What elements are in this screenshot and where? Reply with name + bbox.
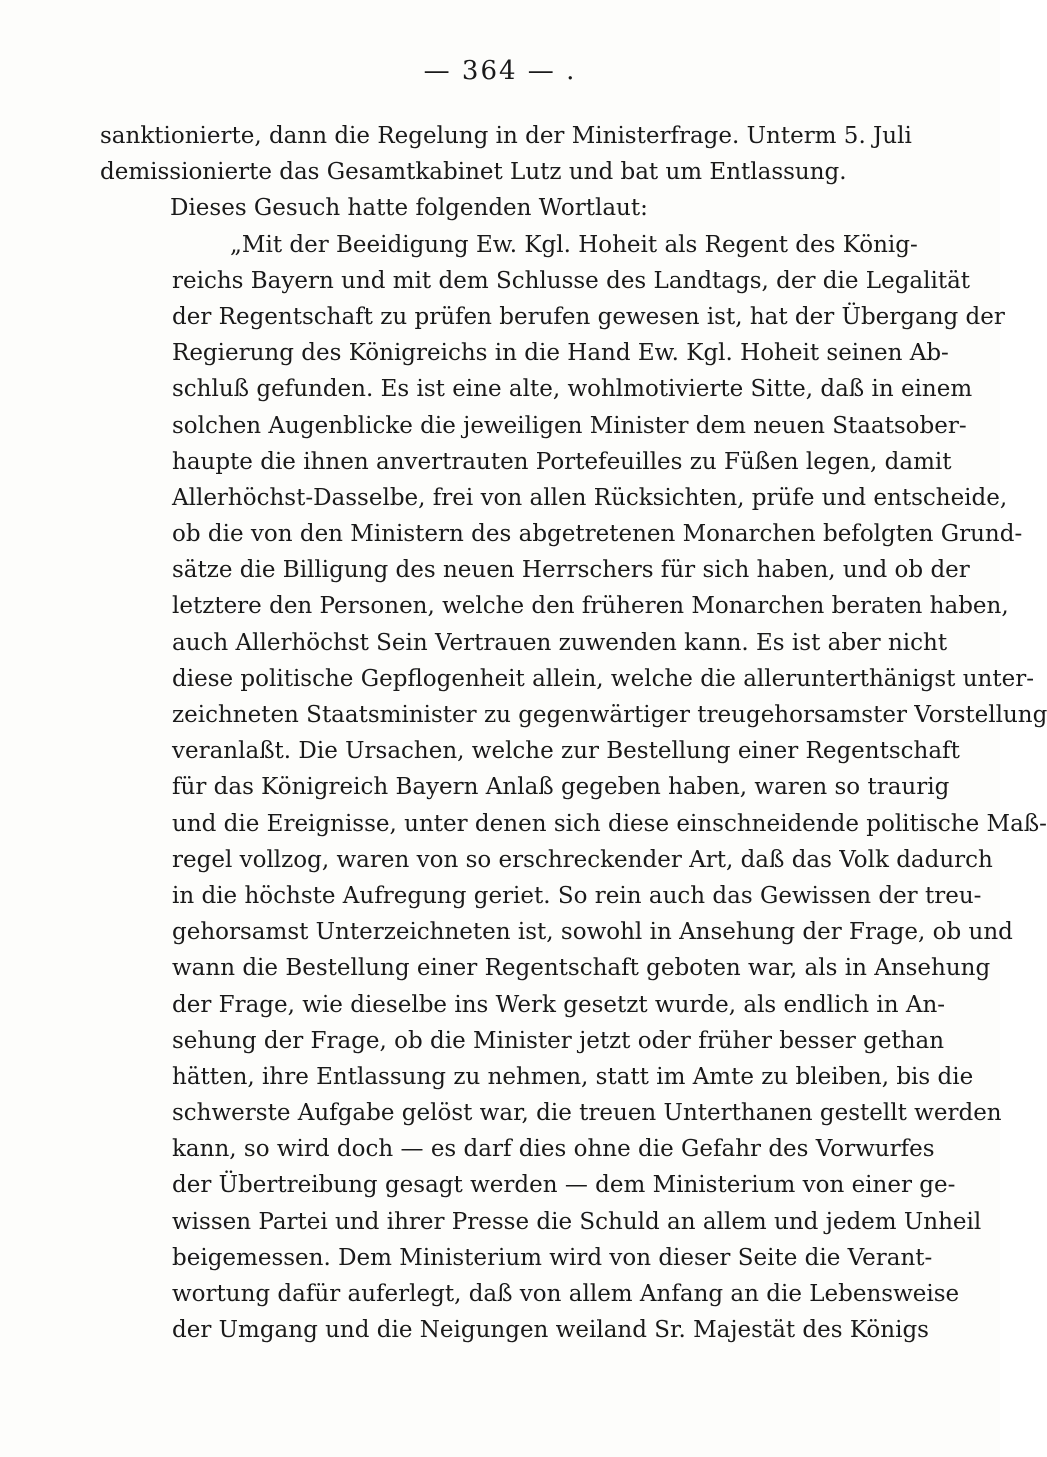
text-line: reichs Bayern und mit dem Schlusse des Landtags, der die Legalität	[172, 267, 971, 294]
text-line: Regierung des Königreichs in die Hand Ew. Kgl. Hoheit seinen Ab-	[172, 340, 949, 367]
text-line: demissionierte das Gesamtkabinet Lutz und bat um Entlassung.	[100, 159, 847, 186]
text-line: regel vollzog, waren von so erschreckender Art, daß das Volk dadurch	[172, 846, 993, 873]
text-line: der Frage, wie dieselbe ins Werk gesetzt wurde, als endlich in An-	[172, 991, 946, 1018]
text-line: „Mit der Beeidigung Ew. Kgl. Hoheit als Regent des König-	[230, 231, 918, 258]
text-line: und die Ereignisse, unter denen sich diese einschneidende politische Maß-	[172, 810, 1047, 837]
text-line: hätten, ihre Entlassung zu nehmen, statt im Amte zu bleiben, bis die	[172, 1063, 974, 1090]
text-line: der Umgang und die Neigungen weiland Sr. Majestät des Königs	[172, 1317, 929, 1344]
text-line: kann, so wird doch — es darf dies ohne die Gefahr des Vorwurfes	[172, 1136, 935, 1163]
page-number: — 364 — .	[423, 56, 577, 86]
text-line: wissen Partei und ihrer Presse die Schuld an allem und jedem Unheil	[172, 1208, 982, 1235]
body-text	[100, 118, 1047, 1348]
text-line: für das Königreich Bayern Anlaß gegeben haben, waren so traurig	[172, 774, 950, 801]
text-line: letztere den Personen, welche den früheren Monarchen beraten haben,	[172, 593, 1009, 620]
text-line: auch Allerhöchst Sein Vertrauen zuwenden kann. Es ist aber nicht	[172, 629, 948, 656]
text-line: solchen Augenblicke die jeweiligen Minister dem neuen Staatsober-	[172, 412, 967, 439]
text-line: haupte die ihnen anvertrauten Portefeuilles zu Füßen legen, damit	[172, 448, 952, 475]
text-line: diese politische Gepflogenheit allein, welche die allerunterthänigst unter-	[172, 665, 1034, 692]
text-line: sehung der Frage, ob die Minister jetzt oder früher besser gethan	[172, 1027, 945, 1054]
text-line: wortung dafür auferlegt, daß von allem Anfang an die Lebensweise	[172, 1281, 960, 1307]
text-line: sätze die Billigung des neuen Herrschers für sich haben, und ob der	[172, 557, 970, 584]
text-line: schwerste Aufgabe gelöst war, die treuen Unterthanen gestellt werden	[172, 1100, 1002, 1127]
text-line: beigemessen. Dem Ministerium wird von dieser Seite die Verant-	[172, 1244, 933, 1271]
text-line: der Regentschaft zu prüfen berufen gewesen ist, hat der Übergang der	[172, 303, 1005, 330]
text-line: Dieses Gesuch hatte folgenden Wortlaut:	[170, 195, 648, 222]
text-line: in die höchste Aufregung geriet. So rein auch das Gewissen der treu-	[172, 882, 982, 909]
text-line: ob die von den Ministern des abgetretenen Monarchen befolgten Grund-	[172, 521, 1023, 548]
text-line: wann die Bestellung einer Regentschaft geboten war, als in Ansehung	[172, 955, 991, 982]
text-line: schluß gefunden. Es ist eine alte, wohlmotivierte Sitte, daß in einem	[172, 376, 973, 403]
text-line: veranlaßt. Die Ursachen, welche zur Bestellung einer Regentschaft	[172, 738, 960, 765]
text-line: Allerhöchst-Dasselbe, frei von allen Rücksichten, prüfe und entscheide,	[172, 484, 1008, 511]
text-line: gehorsamst Unterzeichneten ist, sowohl in Ansehung der Frage, ob und	[172, 919, 1013, 946]
text-line: zeichneten Staatsminister zu gegenwärtiger treugehorsamster Vorstellung	[172, 702, 1047, 728]
text-line: sanktionierte, dann die Regelung in der Ministerfrage. Unterm 5. Juli	[100, 123, 912, 149]
text-line: der Übertreibung gesagt werden — dem Ministerium von einer ge-	[172, 1172, 956, 1199]
